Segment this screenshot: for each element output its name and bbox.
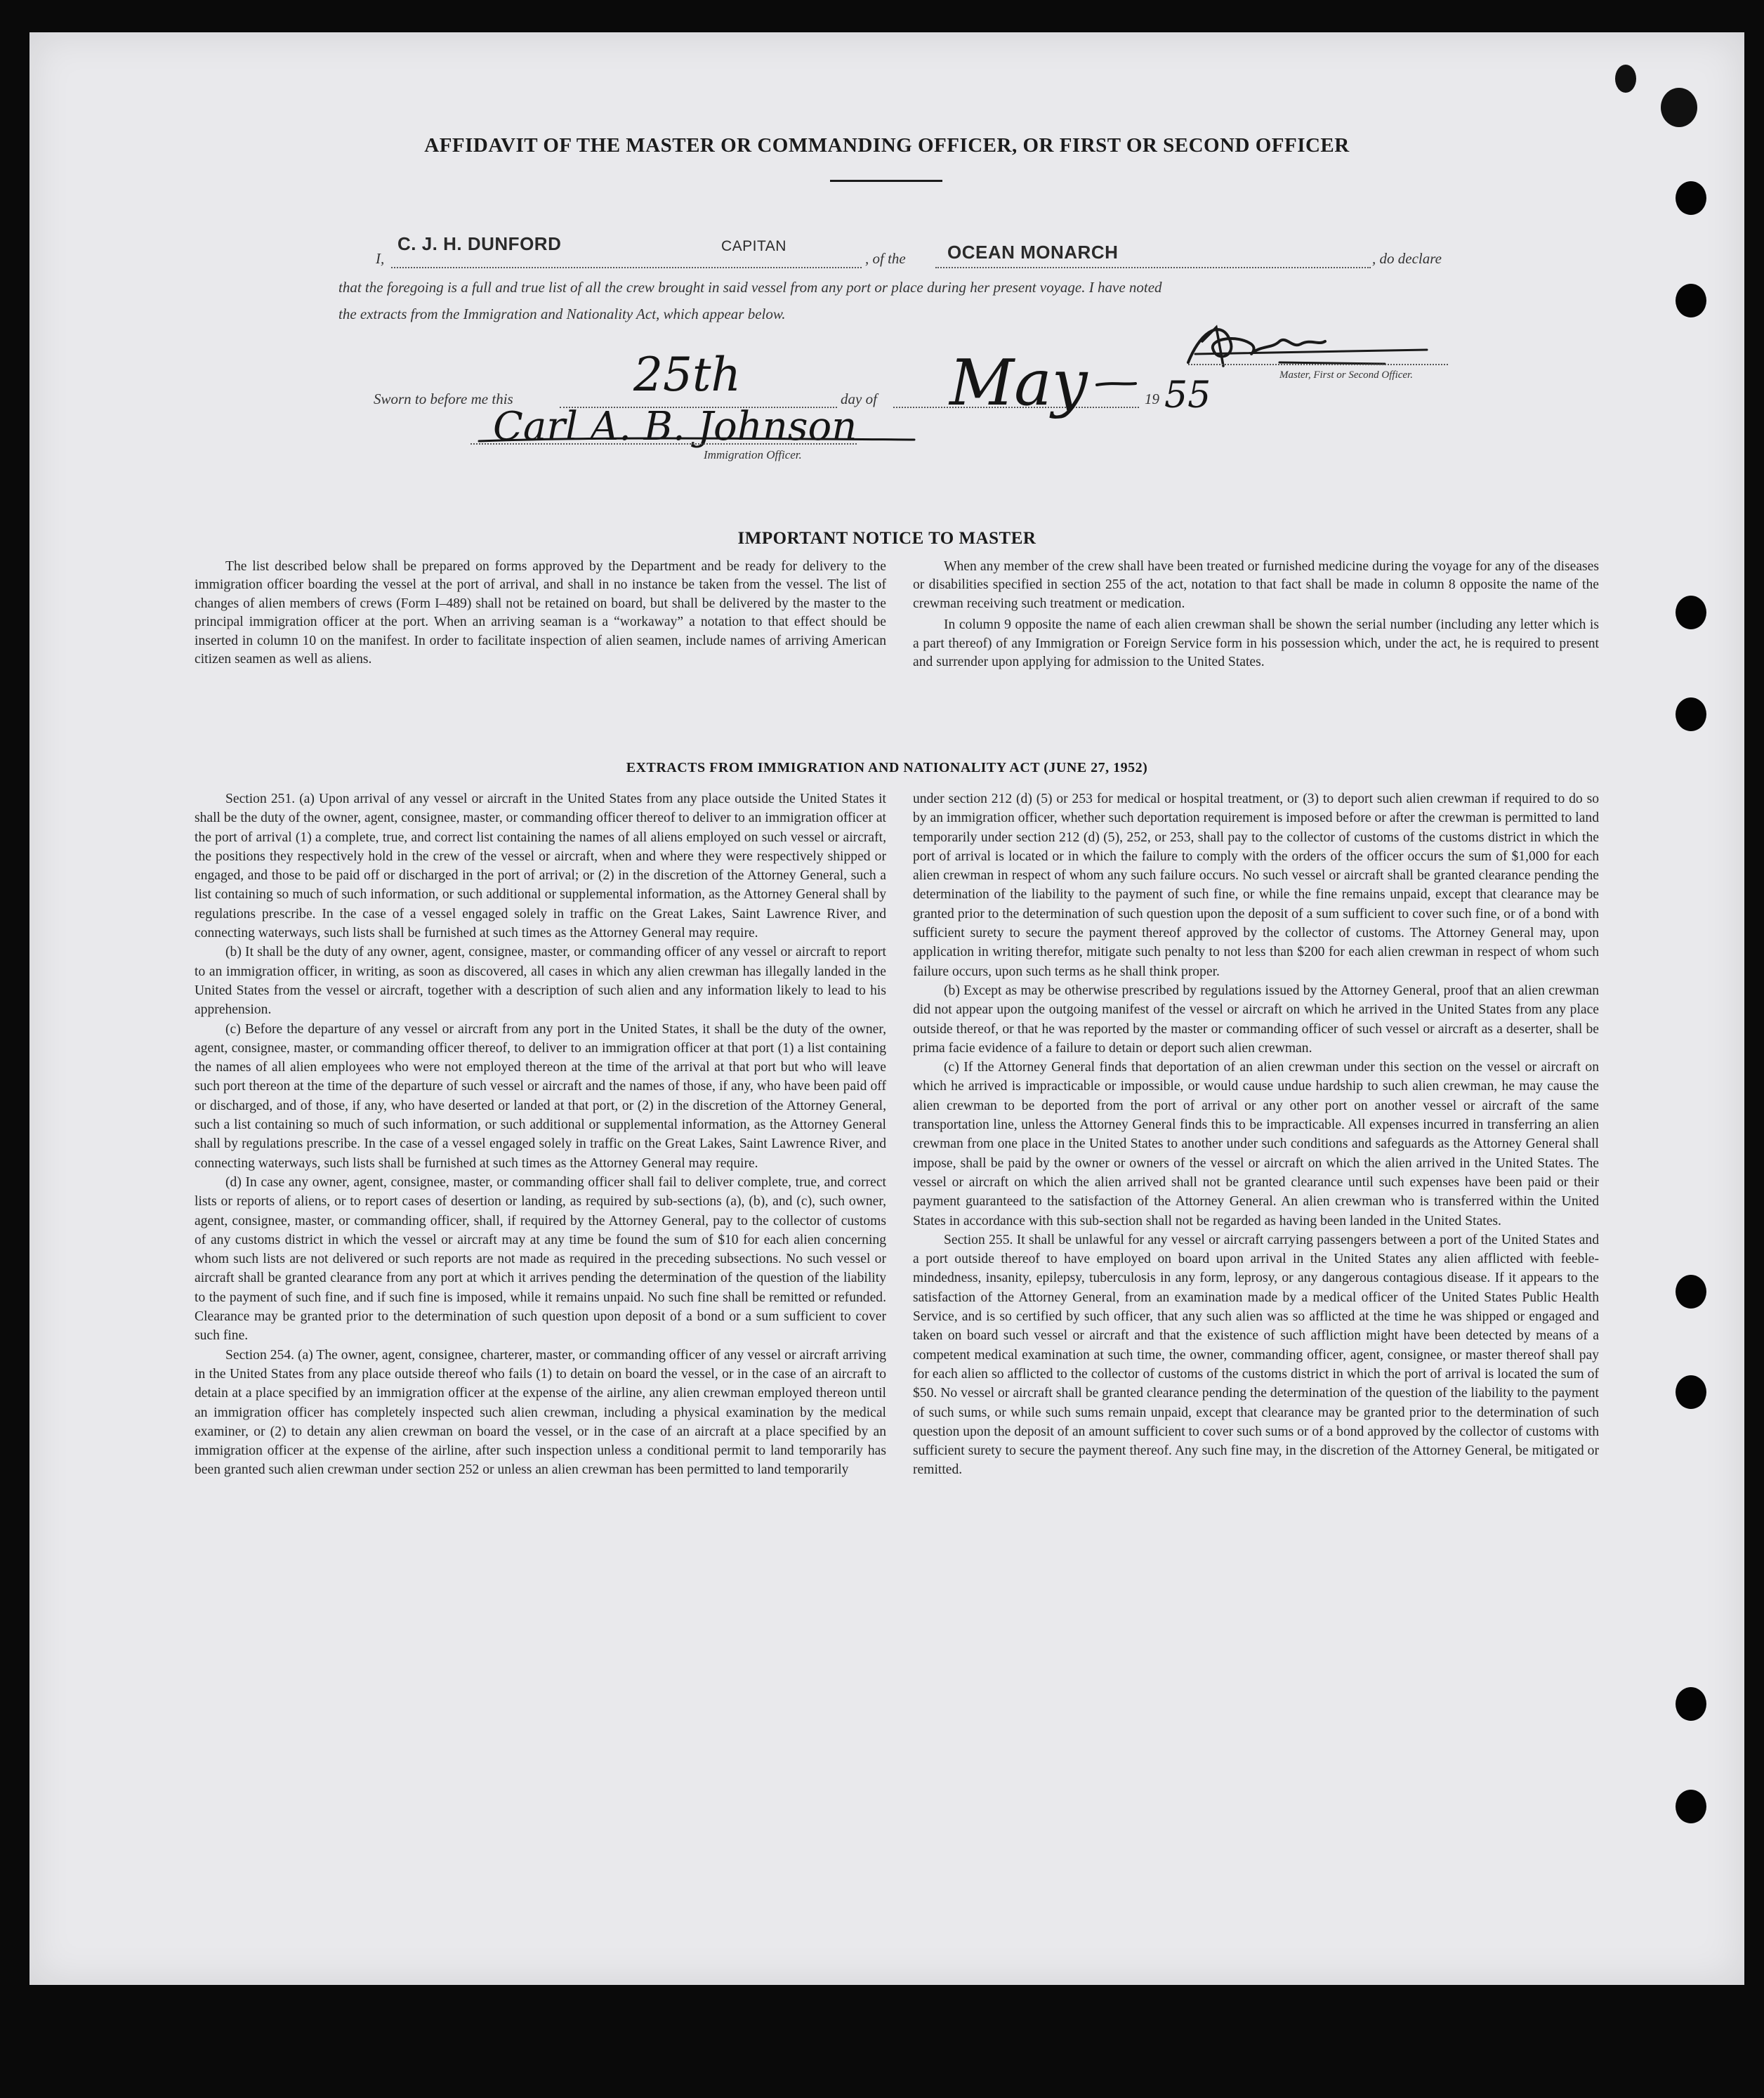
handwritten-month-text: May bbox=[949, 346, 1088, 420]
master-rank: CAPITAN bbox=[721, 238, 786, 254]
handwritten-month bbox=[935, 341, 1167, 440]
binder-hole bbox=[1676, 1687, 1706, 1721]
handwritten-year-text: 55 bbox=[1164, 374, 1211, 417]
section-251a: Section 251. (a) Upon arrival of any vessel or aircraft in the United States from any place outside the United States it shall be the duty of the owner, agent, consignee, master, or commanding officer thereof to deliver to an immigration officer at the port of arrival (1) a complete, true, and correct list containing the names of all aliens employed on such vessel or aircraft, the positions they respectively hold in the crew of the vessel or aircraft, when and where they were respectively shipped or engaged, and those to be paid off or discharged in the port of arrival; or (2) in the discretion of the Attorney General, such a list containing so much of such information, or such additional or supplemental information, as the Attorney General shall by regulations prescribe. In the case of a vessel engaged solely in traffic on the Great Lakes, Saint Lawrence River, and connecting waterways, such lists shall be furnished at such times as the Attorney General may require. bbox=[195, 792, 886, 941]
section-251d: (d) In case any owner, agent, consignee, master, or commanding officer shall fail to deliver complete, true, and correct lists or reports of aliens, or to report cases of desertion or landing, as required by sub-sections (a), (b), and (c), such owner, agent, consignee, master, or commanding officer, shall, if required by the Attorney General, pay to the collector of customs of any customs district in which the vessel or aircraft may at any time be found the sum of $10 for each alien concerning whom such lists are not delivered or such reports are not made as required in the preceding subsections. No such vessel or aircraft shall be granted clearance from any port at which it arrives pending the determination of the question of the liability to the payment of such fine, and if such fine is imposed, while it remains unpaid. No such fine shall be remitted or refunded. Clearance may be granted prior to the determination of such question upon deposit of a bond or a sum sufficient to cover such fine. bbox=[195, 1174, 886, 1344]
document-page bbox=[29, 32, 1744, 1985]
notice-title: IMPORTANT NOTICE TO MASTER bbox=[737, 529, 1036, 548]
section-251c: (c) Before the departure of any vessel or aircraft from any port in the United States, it shall be the duty of the owner, agent, consignee, master, or commanding officer thereof, to deliver to an immigration officer at that port (1) a list containing the names of all alien employees who were not employed thereon at the time of the arrival at that port but who will leave such port thereon at the time of the departure of such vessel or aircraft and the names of those, if any, who have been paid off or discharged, and of those, if any, who have deserted or landed at that port, or (2) in the discretion of the Attorney General, such a list containing so much of such information, or such additional or supplemental information, as the Attorney General shall by regulations prescribe. In the case of a vessel engaged solely in traffic on the Great Lakes, Saint Lawrence River, and connecting waterways, such lists shall be furnished at such times as the Attorney General may require. bbox=[195, 1021, 886, 1171]
section-254a: Section 254. (a) The owner, agent, consignee, charterer, master, or commanding officer of any vessel or aircraft arriving in the United States from any place outside thereof who fails (1) to detain on board the vessel, or in the case of an aircraft to detain at a place specified by an immigration officer at the expense of the airline, any alien crewman employed thereon until an immigration officer has completely inspected such alien crewman, including a physical examination by the medical examiner, or (2) to detain any alien crewman on board the vessel, or in the case of an aircraft at a place specified by an immigration officer at the expense of the airline, after such inspection unless a conditional permit to land temporarily has been granted such alien crewman under section 252 or unless an alien crewman has been permitted to land temporarily bbox=[195, 1347, 886, 1478]
binder-hole bbox=[1676, 1790, 1706, 1823]
master-sign-line bbox=[1188, 364, 1448, 365]
section-254b: (b) Except as may be otherwise prescribed by regulations issued by the Attorney General, proof that an alien crewman did not appear upon the outgoing manifest of the vessel or aircraft on which he arrived in the United States from any place outside thereof, or that he was reported by the master or commanding officer of such vessel or aircraft as a deserter, shall be prima facie evidence of a failure to detain or deport such alien crewman. bbox=[913, 983, 1599, 1056]
extracts-left-column bbox=[195, 789, 886, 1480]
section-254c: (c) If the Attorney General finds that deportation of an alien crewman under this section on the vessel or aircraft on which he arrived is impracticable or impossible, or would cause undue hardship to such alien crewman, he may cause the alien crewman to be deported from the port of arrival or any other port on another vessel or aircraft of the same transportation line, unless the Attorney General finds this to be impracticable. All expenses incurred in transferring an alien crewman from one place in the United States to another under such conditions and safeguards as the Attorney General shall impose, shall be paid by the owner or owners of the vessel or aircraft on which the alien arrived in the United States. The vessel or aircraft on which the alien arrived shall not be granted clearance until such expenses have been paid or their payment guaranteed to the satisfaction of the Attorney General. An alien crewman who is transferred within the United States in accordance with this sub-section shall not be regarded as having been landed in the United States. bbox=[913, 1060, 1599, 1228]
sworn-label: Sworn to before me this bbox=[374, 391, 513, 407]
of-the-label: , of the bbox=[865, 250, 906, 267]
extracts-right-column bbox=[913, 789, 1599, 1480]
do-declare-label: , do declare bbox=[1372, 250, 1442, 267]
statement-line-1: that the foregoing is a full and true list of all the crew brought in said vessel from any port or place during her present voyage. I have noted bbox=[338, 279, 1162, 296]
section-251b: (b) It shall be the duty of any owner, agent, consignee, master, or commanding officer of any vessel or aircraft to report to an immigration officer, in writing, as soon as discovered, all cases in which any alien crewman has illegally landed in the United States from the vessel or aircraft, together with a description of such alien and any information likely to lead to his apprehension. bbox=[195, 945, 886, 1018]
handwritten-day bbox=[619, 334, 760, 405]
section-255: Section 255. It shall be unlawful for any vessel or aircraft carrying passengers between a port of the United States and a port outside thereof to have employed on board upon arrival in the United States any alien afflicted with feeble-mindedness, insanity, epilepsy, tuberculosis in any form, leprosy, or any dangerous contagious disease. If it appears to the satisfaction of the Attorney General, from an examination made by a medical officer of the United States Public Health Service, and is so certified by such officer, that any such alien was so afflicted at the time he was shipped or engaged and taken on board such vessel or aircraft and that the existence of such affliction might have been detected by means of a competent medical examination at such time, the owner, commanding officer, agent, consignee, or master thereof shall pay for each alien so afflicted to the collector of customs of the customs district in which the port of arrival is located the sum of $50. No vessel or aircraft shall be granted clearance pending the determination of the question of the liability to the payment of such sums, or while such sums remain unpaid, except that clearance may be granted prior to the determination of such question upon the deposit of an amount sufficient to cover such sums or of a bond approved by the collector of customs with sufficient surety to secure the payment thereof. Any such fine may, in the discretion of the Attorney General, be mitigated or remitted. bbox=[913, 1232, 1599, 1478]
notice-right-column bbox=[913, 558, 1599, 671]
binder-hole bbox=[1676, 284, 1706, 317]
immigration-officer-caption: Immigration Officer. bbox=[704, 448, 802, 461]
year-prefix: 19 bbox=[1145, 391, 1159, 407]
notice-left-column bbox=[195, 558, 886, 669]
day-of-label: day of bbox=[841, 391, 877, 407]
vessel-name: OCEAN MONARCH bbox=[947, 242, 1119, 263]
i-label: I, bbox=[376, 250, 385, 267]
section-254a-cont: under section 212 (d) (5) or 253 for medical or hospital treatment, or (3) to deport such alien crewman if required to do so by an immigration officer, whether such deportation requirement is imposed before or after the crewman is permitted to land temporarily under section 212 (d) (5), 252, or 253, shall pay to the collector of customs of the customs district in which the port of arrival is located or in which the failure to comply with the orders of the officer occurs the sum of $1,000 for each alien crewman in respect of whom any such failure occurs. No such vessel or aircraft shall be granted clearance pending the determination of the liability to the payment of such fine, or while the fine remains unpaid, except that clearance may be granted prior to the determination of such question upon the deposit of a sum sufficient to cover such fine, or of a bond with sufficient surety to secure the payment thereof approved by the collector of customs. The Attorney General may, upon application in writing therefor, mitigate such penalty to not less than $200 for each alien crewman in respect of whom such failure occurs, upon such terms as he shall think proper. bbox=[913, 792, 1599, 979]
stain-mark bbox=[1661, 88, 1697, 127]
extracts-title: EXTRACTS FROM IMMIGRATION AND NATIONALITY ACT (JUNE 27, 1952) bbox=[626, 760, 1148, 775]
binder-hole bbox=[1676, 1375, 1706, 1409]
binder-hole bbox=[1676, 596, 1706, 629]
master-sign-caption: Master, First or Second Officer. bbox=[1279, 369, 1413, 381]
handwritten-day-text: 25th bbox=[633, 348, 742, 402]
affidavit-title: AFFIDAVIT OF THE MASTER OR COMMANDING OFFICER, OR FIRST OR SECOND OFFICER bbox=[424, 134, 1350, 157]
title-rule bbox=[830, 180, 942, 182]
immigration-officer-signature bbox=[451, 398, 928, 475]
binder-hole bbox=[1676, 697, 1706, 731]
immigration-officer-line bbox=[470, 443, 857, 445]
name-line bbox=[391, 267, 862, 268]
binder-hole bbox=[1676, 1275, 1706, 1309]
notice-left-paragraph: The list described below shall be prepared on forms approved by the Department and be ready for delivery to the immigration officer boarding the vessel at the port of arrival, and shall in no instance be taken from the vessel. The list of changes of alien members of crews (Form I–489) shall not be retained on board, but shall be delivered by the master to the principal immigration officer at the port. When an arriving seaman is a “workaway” a notation to that effect should be inserted in column 10 on the manifest. In order to facilitate inspection of alien seamen, include names of arriving American citizen seamen as well as aliens. bbox=[195, 559, 886, 667]
immigration-officer-signature-text: Carl A. B. Johnson bbox=[493, 404, 857, 450]
stain-mark bbox=[1615, 65, 1636, 93]
notice-right-paragraph-2: In column 9 opposite the name of each alien crewman shall be shown the serial number (including any letter which is a part thereof) of any Immigration or Foreign Service form in his possession which, under the act, he is required to present and surrender upon applying for admission to the United States. bbox=[913, 617, 1599, 670]
statement-line-2: the extracts from the Immigration and Nationality Act, which appear below. bbox=[338, 306, 786, 322]
handwritten-year bbox=[1161, 368, 1239, 417]
binder-hole bbox=[1676, 181, 1706, 215]
master-name: C. J. H. DUNFORD bbox=[397, 233, 562, 254]
notice-right-paragraph-1: When any member of the crew shall have been treated or furnished medicine during the voyage for any of the diseases or disabilities specified in section 255 of the act, notation to that fact shall be made in column 8 opposite the name of the crewman receiving such treatment or medication. bbox=[913, 559, 1599, 611]
vessel-line bbox=[935, 267, 1371, 268]
